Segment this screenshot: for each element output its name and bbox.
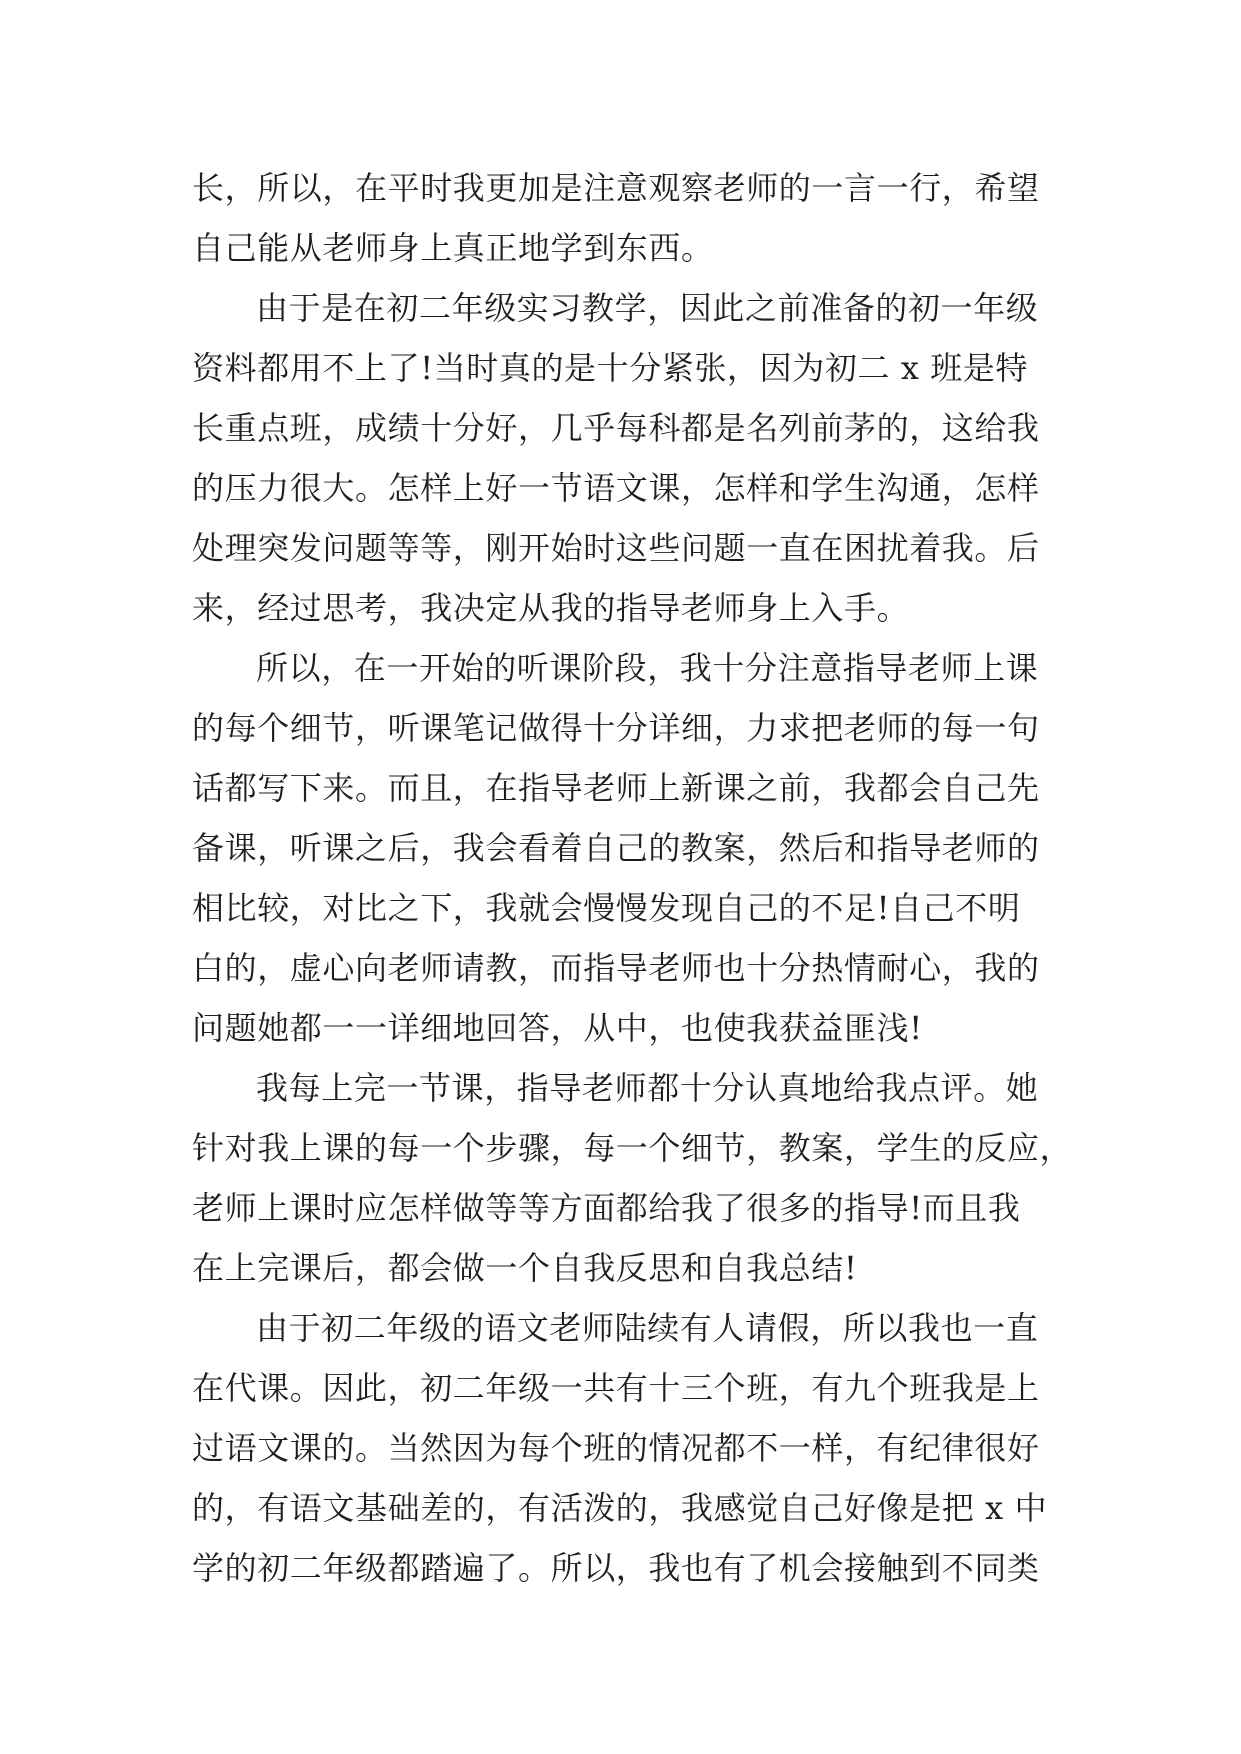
text-line: 备课，听课之后，我会看着自己的教案，然后和指导老师的: [192, 829, 1040, 867]
body-text: [192, 158, 1073, 1598]
text-line: 的压力很大。怎样上好一节语文课，怎样和学生沟通，怎样: [192, 469, 1040, 507]
paragraph-first-line: 由于初二年级的语文老师陆续有人请假，所以我也一直: [256, 1309, 1039, 1347]
text-line: 资料都用不上了!当时真的是十分紧张，因为初二 x 班是特: [192, 349, 1029, 387]
text-line: 来，经过思考，我决定从我的指导老师身上入手。: [192, 589, 910, 627]
text-line: 问题她都一一详细地回答，从中，也使我获益匪浅!: [192, 1009, 923, 1047]
text-line: 处理突发问题等等，刚开始时这些问题一直在困扰着我。后: [192, 529, 1040, 567]
text-line: 学的初二年级都踏遍了。所以，我也有了机会接触到不同类: [192, 1549, 1040, 1587]
text-line: 白的，虚心向老师请教，而指导老师也十分热情耐心，我的: [192, 949, 1040, 987]
paragraph-first-line: 由于是在初二年级实习教学，因此之前准备的初一年级: [256, 289, 1039, 327]
text-line: 相比较，对比之下，我就会慢慢发现自己的不足!自己不明: [192, 889, 1021, 927]
text-line: 话都写下来。而且，在指导老师上新课之前，我都会自己先: [192, 769, 1040, 807]
text-line: 过语文课的。当然因为每个班的情况都不一样，有纪律很好: [192, 1429, 1040, 1467]
text-line: 在代课。因此，初二年级一共有十三个班，有九个班我是上: [192, 1369, 1040, 1407]
text-line: 的，有语文基础差的，有活泼的，我感觉自己好像是把 x 中: [192, 1489, 1048, 1527]
text-line: 老师上课时应怎样做等等方面都给我了很多的指导!而且我: [192, 1189, 1021, 1227]
text-line: 自己能从老师身上真正地学到东西。: [192, 229, 714, 267]
text-line: 的每个细节，听课笔记做得十分详细，力求把老师的每一句: [192, 709, 1040, 747]
text-line: 在上完课后，都会做一个自我反思和自我总结!: [192, 1249, 858, 1287]
paragraph-first-line: 我每上完一节课，指导老师都十分认真地给我点评。她: [256, 1069, 1039, 1107]
text-line: 针对我上课的每一个步骤，每一个细节，教案，学生的反应，: [192, 1129, 1073, 1167]
text-line: 长重点班，成绩十分好，几乎每科都是名列前茅的，这给我: [192, 409, 1040, 447]
text-line: 长，所以，在平时我更加是注意观察老师的一言一行，希望: [192, 169, 1040, 207]
paragraph-first-line: 所以，在一开始的听课阶段，我十分注意指导老师上课: [256, 649, 1039, 687]
